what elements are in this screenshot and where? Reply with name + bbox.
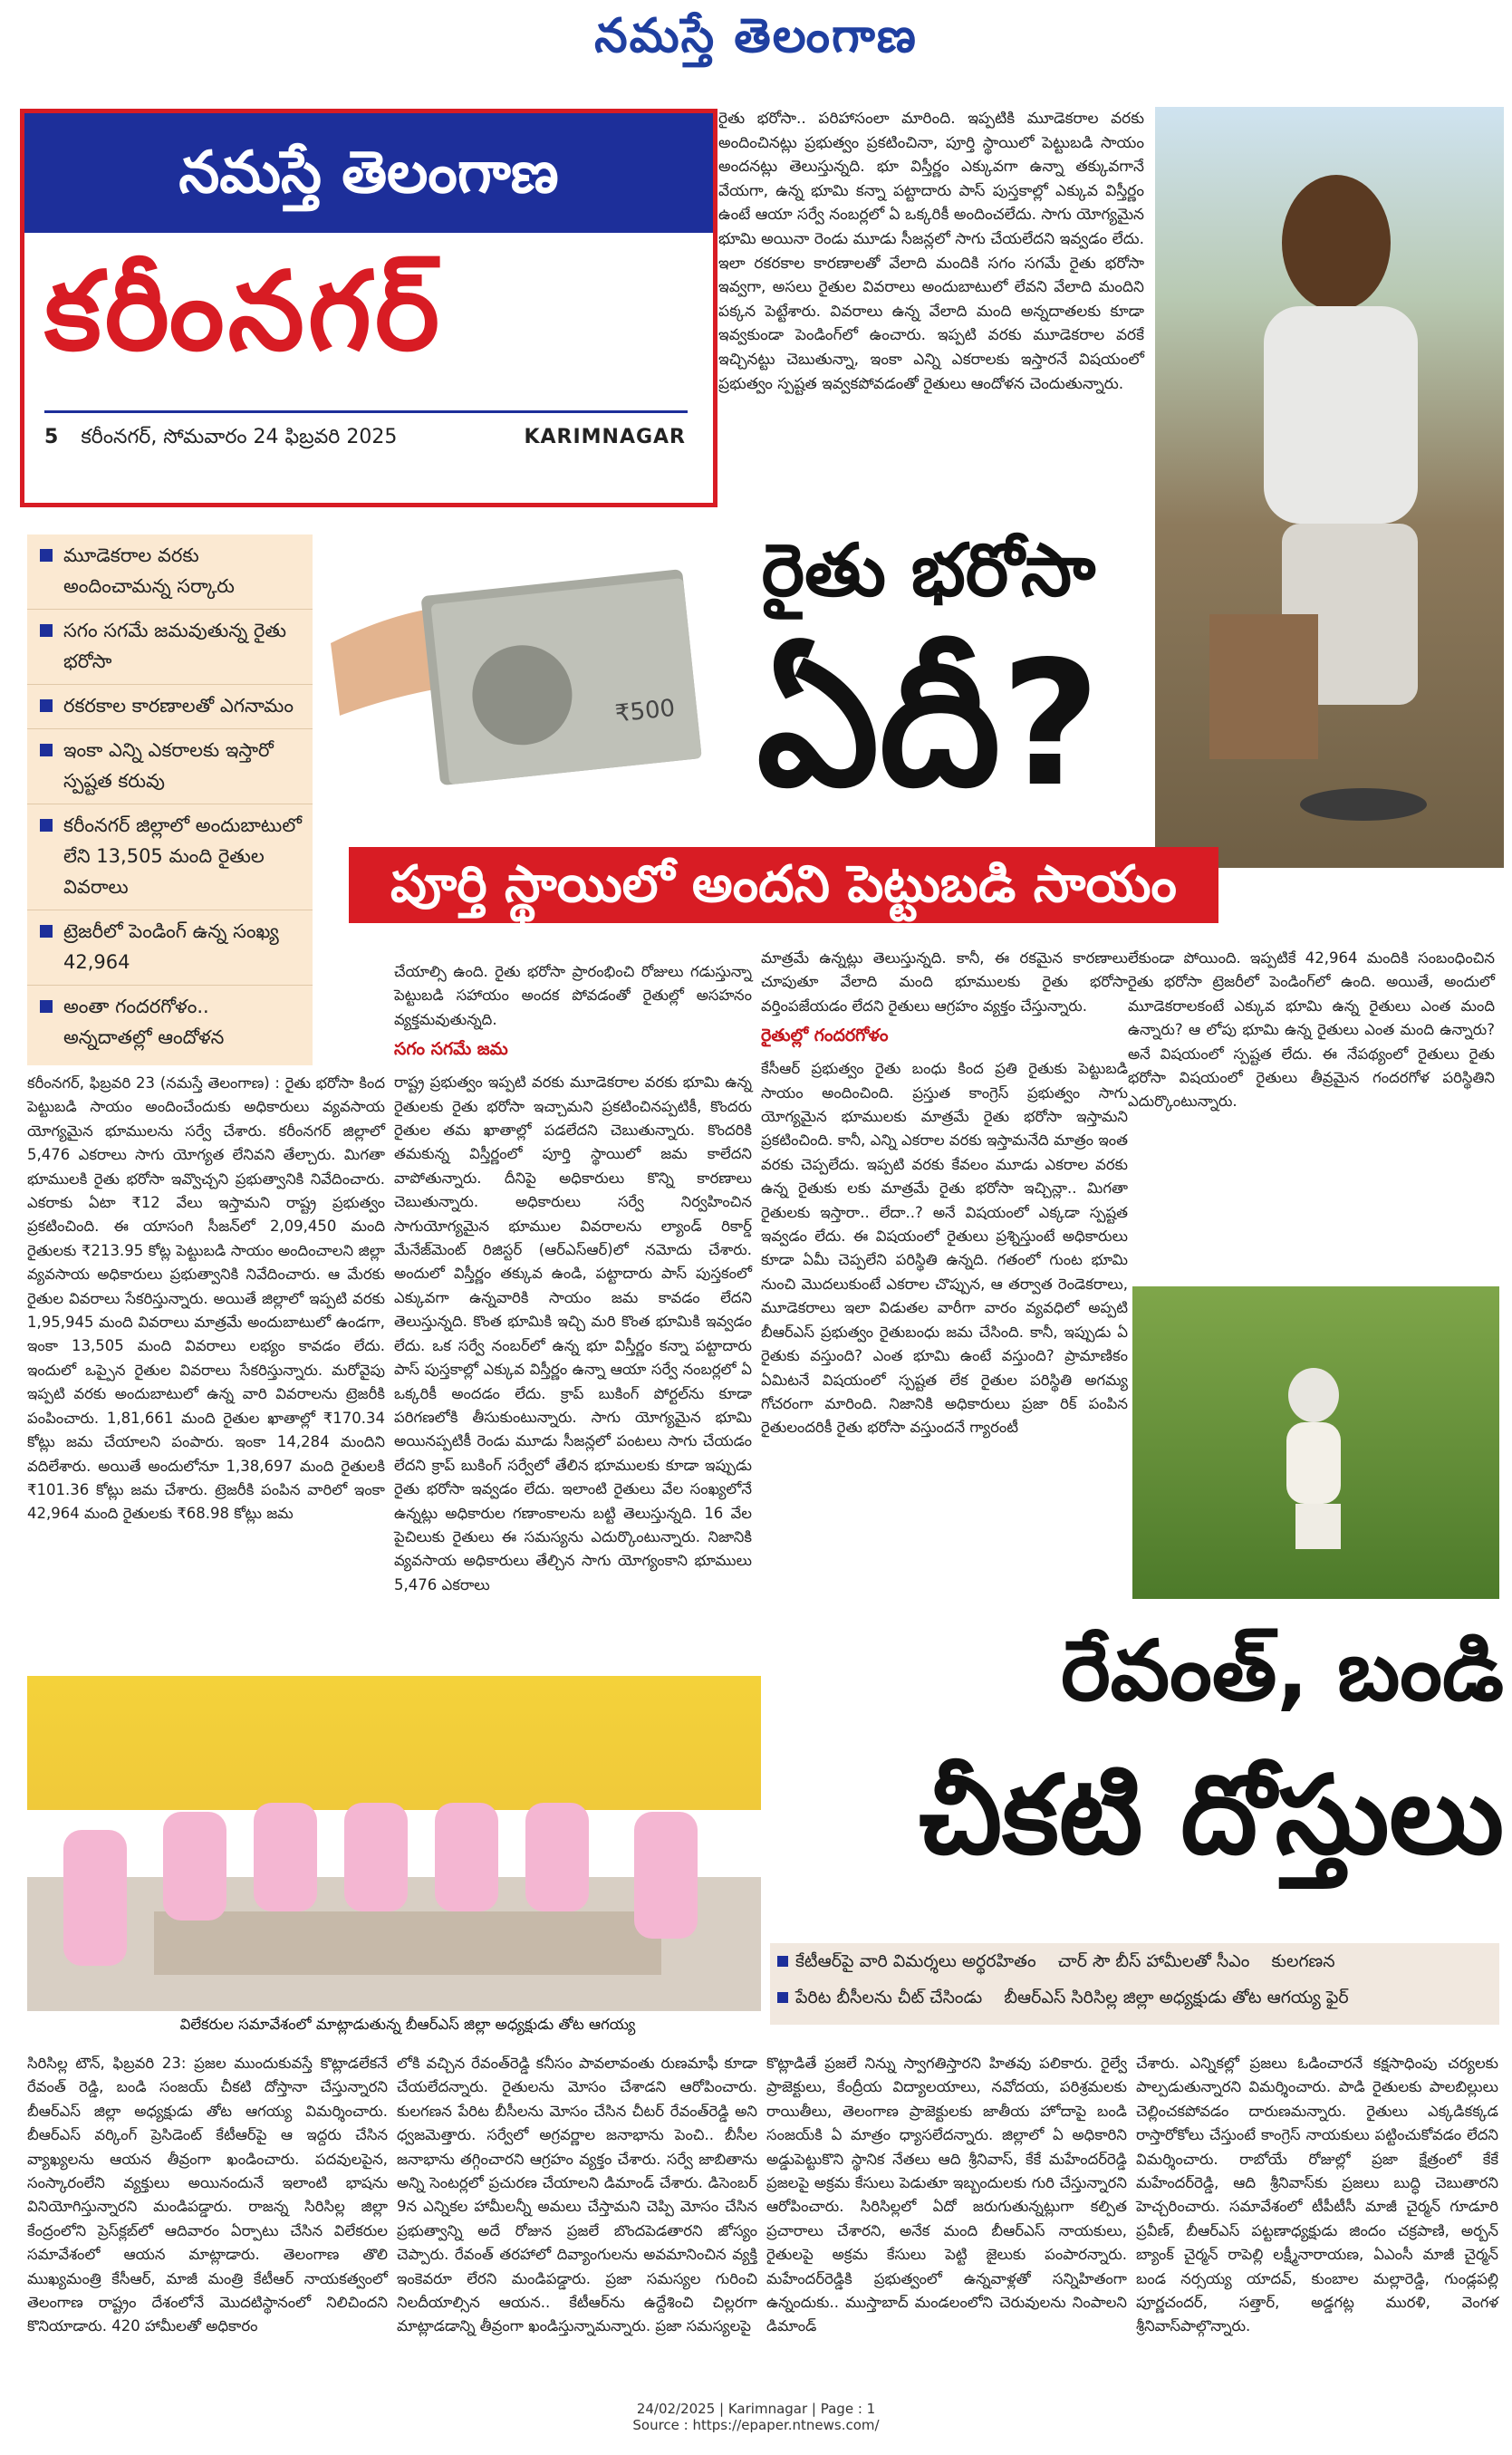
story1-column-4: లేకుండా పోయింది. ఇప్పటికే 42,964 మందికి సంబంధించిన రైతు భరోసా ట్రెజరీలో పెండింగ్‌లో ఉంది. అయితే, అందులో మూడెకరాలకంటే ఎక్కువ భూమి ఉన్న రైతులు ఎంత మంది ఉన్నారు? ఆ లోపు భూమి ఉన్న రైతులు ఎంత మంది ఉన్నారు? అనే విషయంలో స్పష్టత లేదు. ఈ నేపథ్యంలో రైతులు రైతు భరోసా విషయంలో రైతులు తీవ్రమైన గందరగోళ పరిస్థితిని ఎదుర్కొంటున్నారు.	[1128, 949, 1495, 1111]
story2-highlight-row-1	[770, 1943, 1499, 1979]
story2-highlight-row-2	[770, 1979, 1499, 2016]
highlight-item: ఇంకా ఎన్ని ఎకరాలకు ఇస్తారో స్పష్టత కరువు	[27, 729, 313, 804]
story1-column-3-body: కేసీఆర్ ప్రభుత్వం రైతు బంధు కింద ప్రతి రైతుకు పెట్టుబడి సాయం అందించింది. ప్రస్తుత కాంగ్రెస్ ప్రభుత్వం సాగు యోగ్యమైన భూములకు మాత్రమే రైతు భరోసా ఇస్తామని ప్రకటించింది. కానీ, ఎన్ని ఎకరాల వరకు ఇస్తామనేది మాత్రం ఇంత వరకు చెప్పలేదు. ఇప్పటి వరకు కేవలం మూడు ఎకరాల వరకు ఉన్న రైతుకు లకు మాత్రమే రైతు భరోసా ఇచ్చిన్లా.. మిగతా రైతులకు ఇస్తారా.. లేదా..? అనే విషయంలో ఎక్కడా స్పష్టత ఇవ్వడం లేదు. ఈ విషయంలో రైతులు ప్రశ్నిస్తుంటే అధికారులు కూడా ఏమీ చెప్పలేని పరిస్థితి ఉన్నది. గతంలో గుంట భూమి నుంచి మొదలుకుంటే ఎకరాల చొప్పున, ఆ తర్వాత రెండెకరాలు, మూడెకరాలు ఇలా విడుతల వారీగా వారం వ్యవధిలో అప్పటి బీఆర్ఎస్ ప్రభుత్వం రైతుబంధు జమ చేసింది. కానీ, ఇప్పుడు ఏ రైతుకు వస్తుంది? ఎంత భూమి ఉంటే వస్తుంది? ప్రామాణికం ఏమిటనే విషయంలో స్పష్టత లేక రైతుల పరిస్థితి అగమ్య గోచరంగా మారింది. నిజానికి అధికారులు ప్రజా రిక్ పంపిన రైతులందరికీ రైతు భరోసా వస్తుందనే గ్యారంటీ	[761, 1060, 1128, 1437]
edition-nameplate	[20, 109, 717, 507]
story2-column-2: లోకి వచ్చిన రేవంత్‌రెడ్డి కనీసం పావలావంతు రుణమాఫీ కూడా చేయలేదన్నారు. రైతులను మోసం చేశాడని ఆరోపించారు. కులగణన పేరిట బీసీలను మోసం చేసిన చీటర్ రేవంత్‌రెడ్డి అని ధ్వజమెత్తారు. సర్వేలో అగ్రవర్ణాల జనాభాను పెంచి.. బీసీల జనాభాను తగ్గించారని ఆగ్రహం వ్యక్తం చేశారు. సర్వే జాబితాను అన్ని సెంటర్లలో ప్రచురణ చేయాలని డిమాండ్ చేశారు. డిసెంబర్ 9న ఎన్నికల హామీలన్నీ అమలు చేస్తామని చెప్పి మోసం చేసిన ప్రభుత్వాన్ని అదే రోజున ప్రజలే బొందపెడతారని జోస్యం చెప్పారు. రేవంత్ తరహాలో దివ్యాంగులను అవమానించిన వ్యక్తి ఇంకెవరూ లేరని మండిపడ్డారు. ప్రజా సమస్యల గురించి నిలదీయాల్సిన ఆయన.. కేటీఆర్‌ను ఉద్దేశించి చిల్లరగా మాట్లాడడాన్ని తీవ్రంగా ఖండిస్తున్నామన్నారు. ప్రజా సమస్యలపై	[397, 2055, 757, 2335]
story1-column-3-top: మాత్రమే ఉన్నట్లు తెలుస్తున్నది. కానీ, ఈ రకమైన కారణాలు చూపుతూ వేలాది మంది భూములకు రైతు భరోసా వర్తింపజేయడం లేదని రైతులు ఆగ్రహం వ్యక్తం చేస్తున్నారు.	[761, 949, 1128, 1015]
nameplate-divider	[44, 410, 688, 413]
masthead-title: నమస్తే తెలంగాణ	[594, 8, 918, 63]
story2-highlight: చార్ సౌ బీస్ హామీలతో సీఎం	[1057, 1951, 1250, 1971]
farmer-photo	[1155, 107, 1504, 868]
old-man-in-field-illustration	[1132, 1286, 1499, 1599]
story1-subhead-2: రైతుల్లో గందరగోళం	[761, 1025, 889, 1046]
story2-headline-line2: చీకటి దోస్తులు	[919, 1753, 1504, 1879]
page-footer	[0, 2401, 1512, 2433]
story2-column-3: కొట్లాడితే ప్రజలే నిన్ను స్వాగతిస్తారని హితవు పలికారు. రైల్వే ప్రాజెక్టులు, కేంద్రీయ విద్యాలయాలు, నవోదయ, పరిశ్రమలకు రాయితీలు, తెలంగాణ ప్రాజెక్టులకు జాతీయ హోదాపై బండి సంజయ్‌కి ఏ మాత్రం ధ్యాసలేదన్నారు. జిల్లాలో ఏ అధికారిని అడ్డుపెట్టుకొని స్థానిక నేతలు ఆది శ్రీనివాస్, కేకే మహేందర్‌రెడ్డి ప్రజలపై అక్రమ కేసులు పెడుతూ ఇబ్బందులకు గురి చేస్తున్నారని ఆరోపించారు. సిరిసిల్లలో ఏదో జరుగుతున్నట్లుగా కల్పిత ప్రచారాలు చేశారని, అనేక మంది బీఆర్ఎస్ నాయకులు, రైతులపై అక్రమ కేసులు పెట్టి జైలుకు పంపారన్నారు. మహేందర్‌రెడ్డికి ప్రభుత్వంలో ఉన్నవాళ్లతో సన్నిహితంగా ఉన్నందుకు.. ముస్తాబాద్ మండలంలోని చెరువులను నింపాలని డిమాండ్	[766, 2055, 1127, 2335]
photo-caption: విలేకరుల సమావేశంలో మాట్లాడుతున్న బీఆర్ఎస్ జిల్లా అధ్యక్షుడు తోట ఆగయ్య	[179, 2016, 636, 2033]
story1-highlights-box	[27, 534, 313, 1065]
highlight-item: కరీంనగర్ జిల్లాలో అందుబాటులో లేని 13,505 మంది రైతుల వివరాలు	[27, 804, 313, 910]
story2-column-1: సిరిసిల్ల టౌన్, ఫిబ్రవరి 23: ప్రజల ముందుకువస్తే కొట్లాడలేకనే రేవంత్ రెడ్డి, బండి సంజయ్ చీకటి దోస్తానా చేస్తున్నారని బీఆర్ఎస్ జిల్లా అధ్యక్షుడు తోట ఆగయ్య విమర్శించారు. బీఆర్ఎస్ వర్కింగ్ ప్రెసిడెంట్ కేటీఆర్‌పై ఆ ఇద్దరు చేసిన వ్యాఖ్యలను ఆయన తీవ్రంగా ఖండించారు. పదవులపైన, సంస్కారంలేని వ్యక్తులు అయినందునే ఇలాంటి భాషను వినియోగిస్తున్నారని మండిపడ్డారు. రాజన్న సిరిసిల్ల జిల్లా కేంద్రంలోని ప్రెస్‌క్లబ్‌లో ఆదివారం ఏర్పాటు చేసిన విలేకరుల సమావేశంలో ఆయన మాట్లాడారు. తెలంగాణ తొలి ముఖ్యమంత్రి కేసీఆర్, మాజీ మంత్రి కేటీఆర్ నాయకత్వంలో తెలంగాణ రాష్ట్రం దేశంలోనే మొదటిస్థానంలో నిలిచిందని కొనియాడారు. 420 హామీలతో అధికారం	[27, 2055, 388, 2335]
farmer-illustration	[1155, 107, 1504, 868]
field-photo	[1132, 1286, 1499, 1599]
story1-column-2-body: రాష్ట్ర ప్రభుత్వం ఇప్పటి వరకు మూడెకరాల వరకు భూమి ఉన్న రైతులకు రైతు భరోసా ఇచ్చామని ప్రకటించినప్పటికీ, కొందరు రైతుల తమ ఖాతాల్లో పడలేదని చెబుతున్నారు. కొందరికి తమకున్న విస్తీర్ణంలో పూర్తి స్థాయిలో జమ కాలేదని వాపోతున్నారు. దీనిపై అధికారులు కొన్ని కారణాలు చెబుతున్నారు. అధికారులు సర్వే నిర్వహించిన సాగుయోగ్యమైన భూముల వివరాలను ల్యాండ్ రికార్డ్ మేనేజ్‌మెంట్ రిజిస్టర్ (ఆర్ఎస్ఆర్)లో నమోదు చేశారు. అందులో విస్తీర్ణం తక్కువ ఉండి, పట్టాదారు పాస్ పుస్తకంలో ఎక్కువగా ఉన్నవారికి సాయం జమ కావడం లేదని తెలుస్తున్నది. కొంత భూమికి ఇచ్చి మరి కొంత భూమికి ఇవ్వడం లేదు. ఒక సర్వే నంబర్‌లో ఉన్న భూ విస్తీర్ణం కన్నా పట్టాదారు పాస్ పుస్తకాల్లో ఎక్కువ విస్తీర్ణం ఉన్నా ఆయా సర్వే నంబర్లలో ఏ ఒక్కరికీ అందడం లేదు. క్రాప్ బుకింగ్ పోర్టల్‌ను కూడా పరిగణలోకి తీసుకుంటున్నారు. సాగు యోగ్యమైన భూమి అయినప్పటికీ రెండు మూడు సీజన్లలో పంటలు సాగు చేయడం లేదని క్రాప్ బుకింగ్ సర్వేలో తేలిన భూములకు కూడా ఇప్పుడు రైతు భరోసా ఇవ్వడం లేదు. ఇలాంటి రైతులు వేల సంఖ్యలోనే ఉన్నట్లు అధికారుల గణాంకాలను బట్టి తెలుస్తున్నది. 16 వేల పైచిలుకు రైతులు ఈ సమస్యను ఎదుర్కొంటున్నారు. నిజానికి వ్యవసాయ అధికారులు తేల్చిన సాగు యోగ్యంకాని భూములు 5,476 ఎకరాలు	[394, 1073, 752, 1593]
highlight-item: సగం సగమే జమవుతున్న రైతు భరోసా	[27, 610, 313, 685]
story2-highlight: కులగణన	[1271, 1951, 1335, 1971]
story2-highlights-strip	[770, 1943, 1499, 2025]
press-meet-photo	[27, 1676, 761, 2011]
nameplate-paper-name: నమస్తే తెలంగాణ	[178, 139, 559, 207]
nameplate-bar	[24, 113, 713, 233]
story1-intro: రైతు భరోసా.. పరిహాసంలా మారింది. ఇప్పటికి మూడెకరాల వరకు అందించినట్లు ప్రభుత్వం ప్రకటించినా, పూర్తి స్థాయిలో పెట్టుబడి సాయం అందనట్లు తెలుస్తున్నది. భూ విస్తీర్ణం ఎక్కువగా ఉన్నా తక్కువగానే వేయగా, ఉన్న భూమి కన్నా పట్టాదారు పాస్ పుస్తకాల్లో ఎక్కువ విస్తీర్ణం ఉంటే ఆయా సర్వే నంబర్లలో ఏ ఒక్కరికీ అందించలేదు. సాగు యోగ్యమైన భూమి అయినా రెండు మూడు సీజన్లలో సాగు చేయలేదని ఇవ్వడం లేదు. ఇలా రకరకాల కారణాలతో వేలాది మందికి సగం సగమే రైతు భరోసా ఇవ్వగా, అసలు రైతుల వివరాలు అందుబాటులో లేవని వేలాది మందిని పక్కన పెట్టేశారు. వివరాలు ఉన్న వేలాది మంది అన్నదాతలకు కూడా ఇవ్వకుండా పెండింగ్‌లో ఉంచారు. ఇప్పటి వరకు మూడెకరాల వరకే ఇచ్చినట్టు చెబుతున్నా, ఇంకా ఎన్ని ఎకరాలకు ఇస్తారనే విషయంలో ప్రభుత్వం స్పష్టత ఇవ్వకపోవడంతో రైతులు ఆందోళన చెందుతున్నారు.	[718, 110, 1144, 393]
currency-notes-illustration	[313, 544, 702, 802]
story2-highlight: పేరిట బీసీలను చీట్ చేసిండు	[795, 1988, 983, 2007]
page-number: 5	[44, 426, 59, 448]
story2-highlight: కేటీఆర్‌పై వారి విమర్శలు అర్థరహితం	[795, 1951, 1036, 1971]
dateline-text: కరీంనగర్, సోమవారం 24 ఫిబ్రవరి 2025	[81, 426, 398, 448]
nameplate-city: కరీంనగర్	[44, 249, 443, 375]
story2-headline-line1: రేవంత్, బండి	[1061, 1622, 1504, 1719]
story1-column-2-top: చేయాల్సి ఉంది. రైతు భరోసా ప్రారంభించి రోజులు గడుస్తున్నా పెట్టుబడి సహాయం అందక పోవడంతో రైతుల్లో అసహనం వ్యక్తమవుతున్నది.	[394, 963, 752, 1028]
story2-highlight: బీఆర్ఎస్ సిరిసిల్ల జిల్లా అధ్యక్షుడు తోట ఆగయ్య ఫైర్	[1004, 1988, 1349, 2007]
highlight-item: అంతా గందరగోళం.. అన్నదాతల్లో ఆందోళన	[27, 986, 313, 1060]
story1-headline-line1: రైతు భరోసా	[761, 528, 1096, 612]
highlight-item: ట్రెజరీలో పెండింగ్ ఉన్న సంఖ్య 42,964	[27, 910, 313, 986]
story1-headline-line2: ఏదీ?	[756, 624, 1101, 824]
press-meet-illustration	[27, 1676, 761, 2011]
footer-page-info: 24/02/2025 | Karimnagar | Page : 1	[636, 2401, 876, 2417]
story2-column-4: చేశారు. ఎన్నికల్లో ప్రజలు ఓడించారనే కక్షసాధింపు చర్యలకు పాల్పడుతున్నారని విమర్శించారు. పాడి రైతులకు పాలబిల్లులు చెల్లించకపోవడం దారుణమన్నారు. రైతులు ఎక్కడికక్కడ రాస్తారోకోలు చేస్తుంటే కాంగ్రెస్ నాయకులు పట్టించుకోవడం లేదని విమర్శించారు. రాబోయే రోజుల్లో ప్రజా క్షేత్రంలో కేకే మహేందర్‌రెడ్డి, ఆది శ్రీనివాస్‌కు ప్రజలు బుద్ధి చెబుతారని హెచ్చరించారు. సమావేశంలో టీపీటీసీ మాజీ చైర్మన్ గూడూరి ప్రవీణ్, బీఆర్ఎస్ పట్టణాధ్యక్షుడు జిందం చక్రపాణి, అర్బన్ బ్యాంక్ చైర్మన్ రాపెల్లి లక్ష్మీనారాయణ, ఏఎంసీ మాజీ చైర్మన్ బండ నర్సయ్య యాదవ్, కుంబాల మల్లారెడ్డి, గుండ్లపల్లి పూర్ణచందర్, సత్తార్, అడ్డగట్ల మురళి, వెంగళ శ్రీనివాస్‌పాల్గొన్నారు.	[1136, 2055, 1498, 2335]
cash-photo	[313, 544, 702, 802]
story1-red-banner: పూర్తి స్థాయిలో అందని పెట్టుబడి సాయం	[349, 847, 1218, 923]
story1-column-3	[761, 947, 1128, 1440]
nameplate-dateline	[44, 426, 397, 453]
masthead	[0, 0, 1512, 72]
highlight-item: రకరకాల కారణాలతో ఎగనామం	[27, 685, 313, 729]
story1-column-1: కరీంనగర్, ఫిబ్రవరి 23 (నమస్తే తెలంగాణ) : రైతు భరోసా కింద పెట్టుబడి సాయం అందించేందుకు అధికారులు వ్యవసాయ యోగ్యమైన భూములను సర్వే చేశారు. కరీంనగర్ జిల్లాలో 5,476 ఎకరాలు సాగు యోగ్యత లేనివని తేల్చారు. మిగతా భూములకి రైతు భరోసా ఇవ్వొచ్చని ప్రభుత్వానికి నివేదించారు. ఎకరాకు ఏటా ₹12 వేలు ఇస్తామని రాష్ట్ర ప్రభుత్వం ప్రకటించింది. ఈ యాసంగి సీజన్‌లో 2,09,450 మంది రైతులకు ₹213.95 కోట్ల పెట్టుబడి సాయం అందించాలని జిల్లా వ్యవసాయ అధికారులు ప్రభుత్వానికి నివేదించారు. ఆ మేరకు రైతుల వివరాలు సేకరిస్తున్నారు. అయితే జిల్లాలో ఇప్పటి వరకు 1,95,945 మంది వివరాలు మాత్రమే అందుబాటులో ఉండగా, ఇంకా 13,505 మంది వివరాలు లభ్యం కావడం లేదు. ఇందులో ఒప్పైన రైతుల వివరాలు సేకరిస్తున్నారు. మరోవైపు ఇప్పటి వరకు అందుబాటులో ఉన్న వారి వివరాలను ట్రెజరీకి పంపించారు. 1,81,661 మంది రైతుల ఖాతాల్లో ₹170.34 కోట్లు జమ చేయాలని పంపారు. ఇంకా 14,284 మందిని వదిలేశారు. అయితే అందులోనూ 1,38,697 మంది రైతులకి ₹101.36 కోట్లు జమ చేశారు. ట్రెజరీకి పంపిన వారిలో ఇంకా 42,964 మంది రైతులకు ₹68.98 కోట్లు జమ	[27, 1074, 385, 1523]
story1-subhead-1: సగం సగమే జమ	[394, 1039, 508, 1060]
footer-source-link[interactable]: Source : https://epaper.ntnews.com/	[632, 2417, 880, 2433]
edition-name: KARIMNAGAR	[524, 426, 686, 448]
highlight-item: మూడెకరాల వరకు అందించామన్న సర్కారు	[27, 534, 313, 610]
story1-column-2	[394, 960, 752, 1597]
svg-text:₹500: ₹500	[613, 694, 677, 728]
